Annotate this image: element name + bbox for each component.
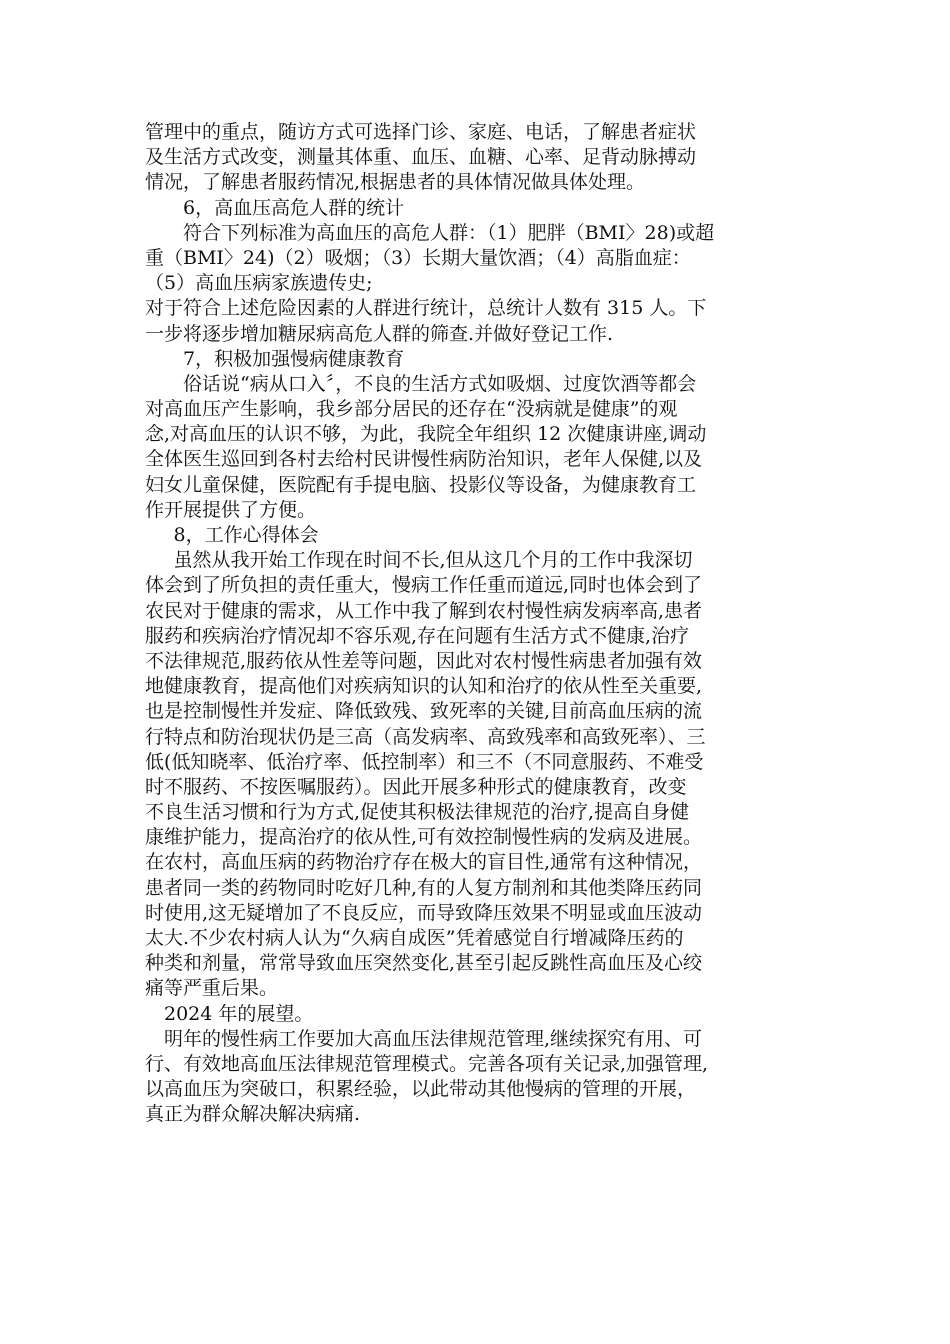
- text-line: 一步将逐步增加糖尿病高危人群的筛查.并做好登记工作.: [145, 322, 614, 345]
- text-line: 重（BMI〉24)（2）吸烟；（3）长期大量饮酒；（4）高脂血症：: [145, 246, 691, 269]
- text-line: 时不服药、不按医嘱服药）。因此开展多种形式的健康教育，改变: [145, 775, 687, 798]
- text-line: 及生活方式改变，测量其体重、血压、血糖、心率、足背动脉搏动: [145, 146, 697, 169]
- text-line: 时使用,这无疑增加了不良反应，而导致降压效果不明显或血压波动: [145, 901, 703, 924]
- text-line: 患者同一类的药物同时吃好几种,有的人复方制剂和其他类降压药同: [145, 876, 703, 899]
- text-line: 低(低知晓率、低治疗率、低控制率）和三不（不同意服药、不难受: [145, 750, 704, 773]
- text-line: 符合下列标准为高血压的高危人群：（1）肥胖（BMI〉28)或超: [183, 221, 715, 244]
- text-line: 行特点和防治现状仍是三高（高发病率、高致残率和高致死率）、三: [145, 725, 706, 748]
- text-line: 农民对于健康的需求，从工作中我了解到农村慢性病发病率高,患者: [145, 599, 703, 622]
- text-line: 7，积极加强慢病健康教育: [183, 347, 405, 370]
- text-line: 俗话说“病从口入〞，不良的生活方式如吸烟、过度饮酒等都会: [183, 372, 697, 395]
- text-line: 在农村，高血压病的药物治疗存在极大的盲目性,通常有这种情况，: [145, 851, 703, 874]
- text-line: 以高血压为突破口，积累经验，以此带动其他慢病的管理的开展，: [145, 1078, 697, 1101]
- text-line: 全体医生巡回到各村去给村民讲慢性病防治知识，老年人保健,以及: [145, 448, 703, 471]
- text-line: 管理中的重点，随访方式可选择门诊、家庭、电话，了解患者症状: [145, 121, 697, 143]
- text-line: 明年的慢性病工作要加大高血压法律规范管理,继续探究有用、可: [164, 1027, 703, 1050]
- text-line: 情况，了解患者服药情况,根据患者的具体情况做具体处理。: [145, 171, 646, 194]
- text-line: 真正为群众解决解决病痛.: [145, 1103, 361, 1126]
- text-line: 对于符合上述危险因素的人群进行统计，总统计人数有 315 人。下: [145, 297, 707, 320]
- text-line: 不良生活习惯和行为方式,促使其积极法律规范的治疗,提高自身健: [145, 801, 690, 824]
- text-line: 对高血压产生影响，我乡部分居民的还存在“没病就是健康”的观: [145, 398, 678, 421]
- text-line: 8，工作心得体会: [173, 524, 319, 546]
- text-line: 也是控制慢性并发症、降低致残、致死率的关键,目前高血压病的流: [145, 700, 703, 723]
- text-line: 不法律规范,服药依从性差等问题，因此对农村慢性病患者加强有效: [145, 649, 703, 672]
- text-line: 妇女儿童保健，医院配有手提电脑、投影仪等设备，为健康教育工: [145, 473, 697, 496]
- text-line: 痛等严重后果。: [145, 977, 279, 1000]
- text-line: 太大.不少农村病人认为“久病自成医”凭着感觉自行增减降压药的: [145, 927, 684, 949]
- text-line: 行、有效地高血压法律规范管理模式。完善各项有关记录,加强管理,: [145, 1052, 709, 1075]
- text-line: 6，高血压高危人群的统计: [183, 196, 405, 219]
- text-line: 念,对高血压的认识不够，为此，我院全年组织 12 次健康讲座,调动: [145, 423, 707, 446]
- text-line: 地健康教育，提高他们对疾病知识的认知和治疗的依从性至关重要,: [145, 675, 703, 698]
- text-line: 虽然从我开始工作现在时间不长,但从这几个月的工作中我深切: [173, 549, 693, 572]
- text-line: 作开展提供了方便。: [145, 498, 317, 521]
- text-line: 种类和剂量，常常导致血压突然变化,甚至引起反跳性高血压及心绞: [145, 952, 703, 975]
- document-body: [145, 120, 825, 1128]
- text-line: 体会到了所负担的责任重大，慢病工作任重而道远,同时也体会到了: [145, 574, 703, 597]
- text-line: 服药和疾病治疗情况却不容乐观,存在问题有生活方式不健康,治疗: [145, 624, 690, 647]
- text-line: 康维护能力，提高治疗的依从性,可有效控制慢性病的发病及进展。: [145, 826, 703, 849]
- text-line: （5）高血压病家族遗传史;: [145, 272, 373, 295]
- text-line: 2024 年的展望。: [164, 1002, 314, 1025]
